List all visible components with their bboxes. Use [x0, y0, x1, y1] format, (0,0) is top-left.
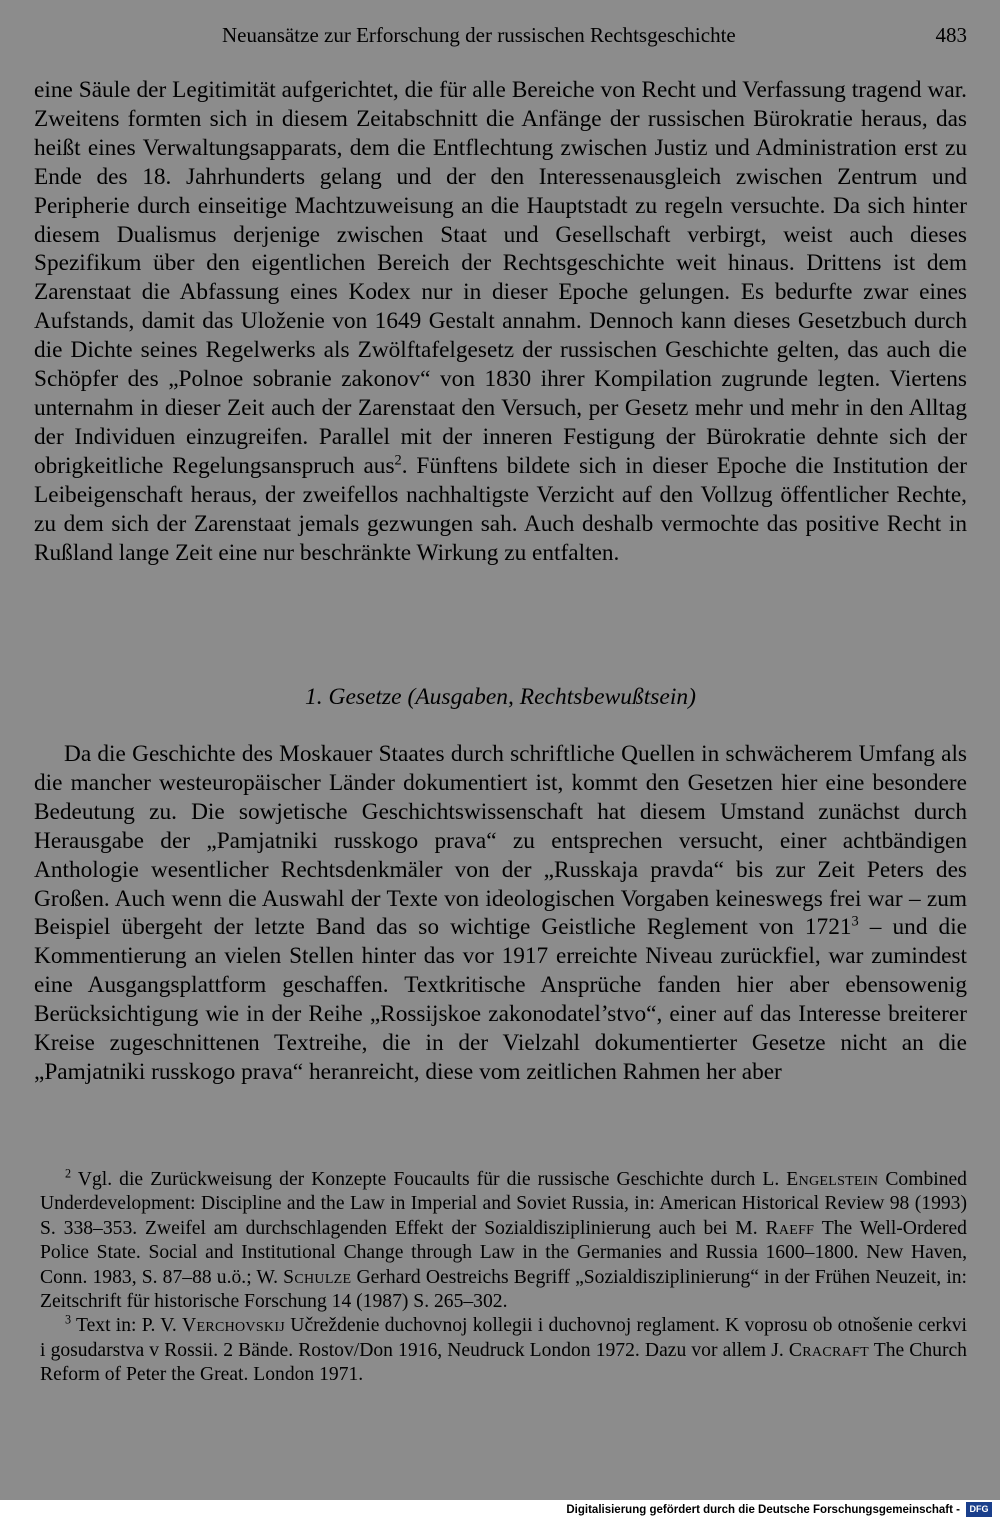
footnote-text: Vgl. die Zurückweisung der Konzepte Foucaults für die russische Geschichte durch L. — [71, 1169, 787, 1190]
paragraph-text: – und die Kommentierung an vielen Stellen hinter das vor 1917 erreichte Niveau zurückfiel, war zumindest eine Ausgangsplattform geschaffen. Textkritische Ansprüche fanden hier aber ebensowenig Berücksichtigung wie in der Reihe „Rossijskoe zakonodatel’stvo“, einer auf das Interesse breiterer Kreise zugeschnittenen Textreihe, die in der Vielzahl dokumentierter Gesetze nicht an die „Pamjatniki russkogo prava“ heranreicht, diese vom zeitlichen Rahmen her aber — [34, 914, 968, 1085]
footnote-2 — [40, 1168, 967, 1314]
running-title: Neuansätze zur Erforschung der russischen Rechtsgeschichte — [222, 23, 736, 47]
author-name: Engelstein — [786, 1169, 879, 1190]
digitization-credit: Digitalisierung gefördert durch die Deutsche Forschungsgemeinschaft - — [566, 1504, 960, 1516]
author-name: Verchovskij — [182, 1315, 286, 1337]
footnote-3 — [40, 1314, 967, 1387]
paragraph-text: Da die Geschichte des Moskauer Staates durch schriftliche Quellen in schwächerem Umfang als die mancher westeuropäischer Länder dokumentiert ist, kommt den Gesetzen hier eine besondere Bedeutung zu. Die sowjetische Geschichtswissenschaft hat diesem Umstand zunächst durch Herausgabe der „Pamjatniki russkogo prava“ zu entsprechen versucht, einer achtbändigen Anthologie wesentlicher Rechtsdenkmäler von der „Russkaja pravda“ bis zur Zeit Peters des Großen. Auch wenn die Auswahl der Texte von ideologischen Vorgaben keineswegs frei war – zum Beispiel übergeht der letzte Band das so wichtige Geistliche Reglement von 1721 — [34, 741, 967, 941]
paragraph-text: eine Säule der Legitimität aufgerichtet, die für alle Bereiche von Recht und Verfassung tragend war. Zweitens formten sich in diesem Zeitabschnitt die Anfänge der russischen Bürokratie heraus, das heißt eines Verwaltungsapparats, dem die Entflechtung zwischen Justiz und Administration erst zu Ende des 18. Jahrhunderts gelang und der den Interessenausgleich zwischen Zentrum und Peripherie durch einseitige Machtzuweisung an die Hauptstadt zu regeln versuchte. Da sich hinter diesem Dualismus derjenige zwischen Staat und Gesellschaft verbirgt, weist auch dieses Spezifikum über den eigentlichen Bereich der Rechtsgeschichte weit hinaus. Drittens ist dem Zarenstaat die Abfassung eines Kodex nur in dieser Epoche gelungen. Es bedurfte zwar eines Aufstands, damit das Uloženie von 1649 Gestalt annahm. Dennoch kann dieses Gesetzbuch durch die Dichte seines Regelwerks als Zwölftafelgesetz der russischen Geschichte gelten, das auch die Schöpfer des „Polnoe sobranie zakonov“ von 1830 ihrer Kompilation zugrunde legten. Viertens unternahm in dieser Zeit auch der Zarenstaat den Versuch, per Gesetz mehr und mehr in den Alltag der Individuen einzugreifen. Parallel mit der inneren Festigung der Bürokratie dehnte sich der obrigkeitliche Regelungsanspruch aus — [34, 77, 967, 479]
body-paragraph-2 — [34, 740, 967, 1087]
paragraph-text: . Fünftens bildete sich in dieser Epoche die Institution der Leibeigenschaft heraus, der zweifellos nachhaltigste Verzicht auf den Vollzug öffentlicher Rechte, zu dem sich der Zarenstaat jemals gezwungen sah. Auch deshalb vermochte das positive Recht in Rußland lange Zeit eine nur beschränkte Wirkung zu entfalten. — [34, 452, 967, 566]
footnote-text: Učreždenie duchovnoj kollegii i duchovnoj reglament. K voprosu ob otnošenie cerkvi i gosudarstva v Rossii. 2 Bände. Rostov/Don 1916, Neudruck London 1972. Dazu vor allem J. — [40, 1315, 967, 1361]
author-name: Schulze — [283, 1266, 352, 1288]
footnote-ref-2[interactable]: 2 — [394, 452, 402, 469]
footnotes — [40, 1168, 967, 1388]
footnote-text: The Well-Ordered Police State. Social and Institutional Change through Law in the Germanies and Russia 1600–1800. New Haven, Conn. 1983, S. 87–88 u.ö.; W. — [40, 1217, 967, 1288]
footnote-text: The Church Reform of Peter the Great. London 1971. — [40, 1339, 967, 1386]
footnote-text: Combined Underdevelopment: Discipline and the Law in Imperial and Soviet Russia, in: American Historical Review 98 (1993) S. 338–353. Zweifel am durchschlagenden Effekt der Sozialdisziplinierung auch bei M. — [40, 1169, 967, 1239]
section-heading: 1. Gesetze (Ausgaben, Rechtsbewußtsein) — [305, 684, 696, 710]
body-paragraph-1 — [34, 76, 967, 567]
dfg-logo: DFG — [966, 1502, 992, 1517]
footnote-mark: 2 — [65, 1166, 72, 1181]
footnote-text: Gerhard Oestreichs Begriff „Sozialdisziplinierung“ in der Frühen Neuzeit, in: Zeitschrift für historische Forschung 14 (1987) S. 265–302. — [40, 1266, 967, 1313]
footnote-mark: 3 — [65, 1313, 72, 1328]
author-name: Cracraft — [788, 1339, 869, 1361]
footnote-text: Text in: P. V. — [71, 1315, 183, 1337]
footnote-ref-3[interactable]: 3 — [851, 913, 859, 930]
page-number: 483 — [935, 23, 967, 47]
author-name: Raeff — [765, 1217, 815, 1239]
